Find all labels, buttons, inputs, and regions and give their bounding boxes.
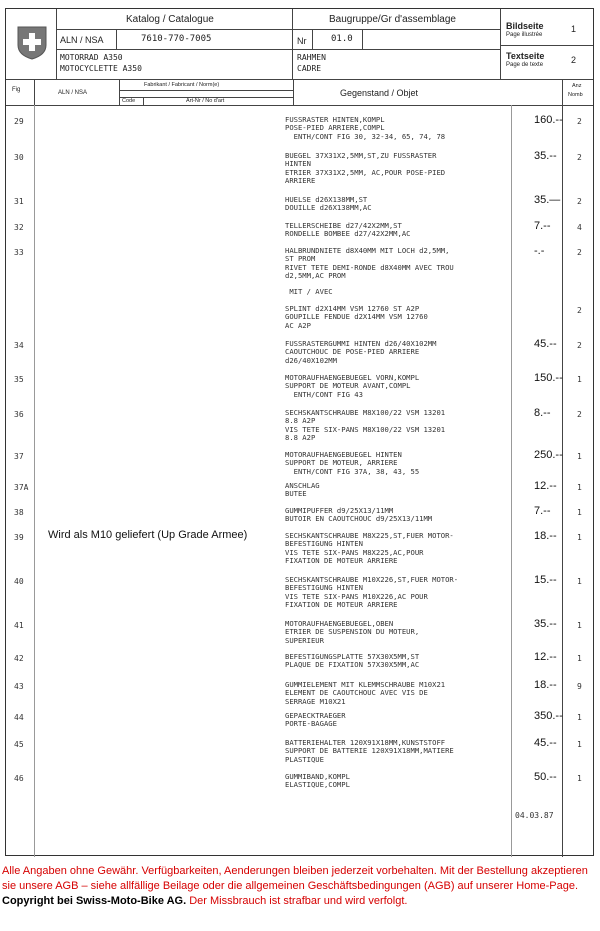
row-price: 250.-- (534, 449, 563, 461)
model-line2: MOTOCYCLETTE A350 (60, 64, 142, 73)
aln-value: 7610-770-7005 (141, 34, 212, 44)
row-qty: 1 (577, 577, 582, 586)
row-fig: 37 (14, 452, 24, 461)
assembly-name-line2: CADRE (297, 64, 322, 73)
row-price: 8.-- (534, 407, 551, 419)
row-price: 150.-- (534, 372, 563, 384)
col-object: Gegenstand / Objet (340, 88, 419, 98)
row-fig: 45 (14, 740, 24, 749)
row-qty-secondary: 2 (577, 306, 582, 315)
row-fig: 44 (14, 713, 24, 722)
bildseite-value: 1 (571, 24, 577, 34)
row-qty: 4 (577, 223, 582, 232)
footer-text: Alle Angaben ohne Gewähr. Verfügbarkeiten, Aenderungen bleiben jederzeit vorbehalten. Mit der Bestellung akzeptieren sie unsere AGB – siehe allfällige Beilage oder die allgemeinen Geschäftsbedingungen (AGB) auf unserer Home-Page. (2, 865, 588, 892)
catalog-date: 04.03.87 (515, 811, 554, 820)
row-description: FUSSRASTERGUMMI HINTEN d26/40X102MM CAOUTCHOUC DE POSE-PIED ARRIERE d26/40X102MM (285, 339, 437, 365)
nr-value: 01.0 (331, 34, 353, 44)
bildseite-label: Bildseite (506, 21, 544, 31)
row-price: 45.-- (534, 737, 557, 749)
row-price: 12.-- (534, 480, 557, 492)
row-description: BATTERIEHALTER 120X91X18MM,KUNSTSTOFF SUPPORT DE BATTERIE 120X91X18MM,MATIERE PLASTIQUE (285, 738, 454, 764)
row-fig: 30 (14, 153, 24, 162)
row-qty: 1 (577, 533, 582, 542)
swiss-cross-logo (16, 25, 48, 61)
row-description: SECHSKANTSCHRAUBE M8X225,ST,FUER MOTOR- BEFESTIGUNG HINTEN VIS TETE SIX-PANS M8X225,AC,POUR FIXATION DE MOTEUR ARRIERE (285, 531, 454, 565)
row-qty: 2 (577, 341, 582, 350)
col-art-nr: Art-Nr / No d'art (186, 98, 225, 104)
row-qty: 1 (577, 713, 582, 722)
textseite-label: Textseite (506, 51, 545, 61)
row-price: 160.-- (534, 114, 563, 126)
row-fig: 37A (14, 483, 29, 492)
row-fig: 43 (14, 682, 24, 691)
row-description: BEFESTIGUNGSPLATTE 57X30X5MM,ST PLAQUE DE FIXATION 57X30X5MM,AC (285, 652, 420, 670)
col-qty-line2: Nomb (568, 92, 583, 98)
row-qty: 1 (577, 375, 582, 384)
col-aln: ALN / NSA (58, 90, 88, 96)
row-qty: 1 (577, 654, 582, 663)
row-price: 7.-- (534, 220, 551, 232)
row-fig: 38 (14, 508, 24, 517)
col-manufacturer: Fabrikant / Fabricant / Norm(e) (144, 82, 220, 88)
row-fig: 33 (14, 248, 24, 257)
row-fig: 42 (14, 654, 24, 663)
row-qty: 2 (577, 248, 582, 257)
row-description: MOTORAUFHAENGEBUEGEL VORN,KOMPL SUPPORT DE MOTEUR AVANT,COMPL ENTH/CONT FIG 43 (285, 373, 420, 399)
row-price: 35.— (534, 194, 561, 206)
assembly-name-line1: RAHMEN (297, 53, 326, 62)
row-qty: 2 (577, 153, 582, 162)
row-qty: 1 (577, 508, 582, 517)
row-description: ANSCHLAG BUTEE (285, 481, 320, 499)
row-qty: 1 (577, 452, 582, 461)
footer-copyright: Copyright bei Swiss-Moto-Bike AG. (2, 895, 187, 907)
row-price: 7.-- (534, 505, 551, 517)
row-qty: 1 (577, 740, 582, 749)
col-qty-line1: Anz (572, 83, 582, 89)
row-qty: 2 (577, 117, 582, 126)
row-description: MOTORAUFHAENGEBUEGEL HINTEN SUPPORT DE MOTEUR, ARRIERE ENTH/CONT FIG 37A, 38, 43, 55 (285, 450, 420, 476)
row-description: SECHSKANTSCHRAUBE M8X100/22 VSM 13201 8.8 A2P VIS TETE SIX-PANS M8X100/22 VSM 13201 8.8 A2P (285, 408, 446, 442)
row-price: 12.-- (534, 651, 557, 663)
row-fig: 29 (14, 117, 24, 126)
row-qty: 9 (577, 682, 582, 691)
row-fig: 31 (14, 197, 24, 206)
row-description: MOTORAUFHAENGEBUEGEL,OBEN ETRIER DE SUSPENSION DU MOTEUR, SUPERIEUR (285, 619, 420, 645)
row-price: 18.-- (534, 530, 557, 542)
row-price: 50.-- (534, 771, 557, 783)
model-line1: MOTORRAD A350 (60, 53, 123, 62)
row-description: HALBRUNDNIETE d8X40MM MIT LOCH d2,5MM, ST PROM RIVET TETE DEMI-RONDE d8X40MM AVEC TROU d2,5MM,AC PROM MIT / AVEC SPLINT d2X14MM VSM 12760 ST A2P GOUPILLE FENDUE d2X14MM VSM 12760 AC A2P (285, 246, 454, 330)
row-description: GUMMIPUFFER d9/25X13/11MM BUTOIR EN CAOUTCHOUC d9/25X13/11MM (285, 506, 433, 524)
row-fig: 39 (14, 533, 24, 542)
row-price: 35.-- (534, 618, 557, 630)
row-qty: 1 (577, 774, 582, 783)
row-qty: 2 (577, 410, 582, 419)
row-fig: 35 (14, 375, 24, 384)
row-price: 35.-- (534, 150, 557, 162)
textseite-value: 2 (571, 55, 577, 65)
catalog-page (5, 8, 594, 856)
nr-label: Nr (297, 36, 307, 46)
row-description: SECHSKANTSCHRAUBE M10X226,ST,FUER MOTOR- BEFESTIGUNG HINTEN VIS TETE SIX-PANS M10X226,AC POUR FIXATION DE MOTEUR ARRIERE (285, 575, 459, 609)
row-description: BUEGEL 37X31X2,5MM,ST,ZU FUSSRASTER HINTEN ETRIER 37X31X2,5MM, AC,POUR POSE-PIED ARRIERE (285, 151, 446, 185)
row-description: FUSSRASTER HINTEN,KOMPL POSE-PIED ARRIERE,COMPL ENTH/CONT FIG 30, 32-34, 65, 74, 78 (285, 115, 446, 141)
row-description: GUMMIBAND,KOMPL ELASTIQUE,COMPL (285, 772, 350, 790)
row-price: 45.-- (534, 338, 557, 350)
row-description: GUMMIELEMENT MIT KLEMMSCHRAUBE M10X21 ELEMENT DE CAOUTCHOUC AVEC VIS DE SERRAGE M10X21 (285, 680, 446, 706)
catalog-label: Katalog / Catalogue (126, 14, 214, 25)
legal-footer (0, 864, 600, 909)
row-qty: 2 (577, 197, 582, 206)
row-qty: 1 (577, 483, 582, 492)
row-fig: 40 (14, 577, 24, 586)
row-price: -.- (534, 245, 545, 257)
row-description: GEPAECKTRAEGER PORTE-BAGAGE (285, 711, 346, 729)
row-fig: 41 (14, 621, 24, 630)
row-qty: 1 (577, 621, 582, 630)
assembly-label: Baugruppe/Gr d'assemblage (329, 14, 456, 25)
row-fig: 32 (14, 223, 24, 232)
textseite-sub: Page de texte (506, 62, 544, 68)
footer-tail: Der Missbrauch ist strafbar und wird verfolgt. (189, 895, 408, 907)
row-price: 350.-- (534, 710, 563, 722)
row-description: HUELSE d26X138MM,ST DOUILLE d26X138MM,AC (285, 195, 372, 213)
aln-header-label: ALN / NSA (60, 35, 104, 45)
row-fig: 34 (14, 341, 24, 350)
col-fig: Fig (12, 87, 21, 93)
row-fig: 36 (14, 410, 24, 419)
bildseite-sub: Page illustrée (506, 32, 543, 38)
col-code: Code (122, 98, 136, 104)
row-price: 18.-- (534, 679, 557, 691)
row-note: Wird als M10 geliefert (Up Grade Armee) (48, 529, 248, 541)
row-price: 15.-- (534, 574, 557, 586)
row-description: TELLERSCHEIBE d27/42X2MM,ST RONDELLE BOMBEE d27/42X2MM,AC (285, 221, 411, 239)
row-fig: 46 (14, 774, 24, 783)
